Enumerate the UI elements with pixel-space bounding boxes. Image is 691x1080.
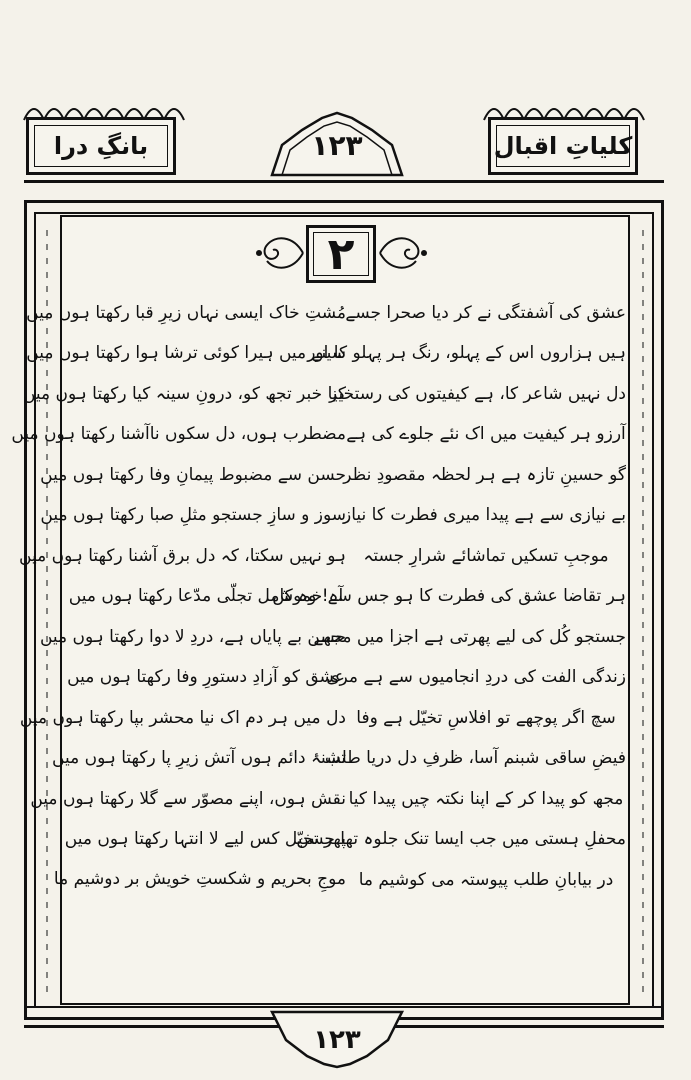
first-misra: جستجو کُل کی لیے پھرتی ہے اجزا میں مجھے [313, 626, 626, 647]
second-misra: پھر تخیّل کس لیے لا انتہا رکھتا ہوں میں [64, 829, 346, 850]
first-misra: دل نہیں شاعر کا، ہے کیفیتوں کی رستخیز [329, 383, 626, 404]
second-misra: ہو نہیں سکتا، کہ دل برق آشنا رکھتا ہوں میں [19, 545, 346, 566]
second-misra: سوز و سازِ جستجو مثلِ صبا رکھتا ہوں میں [40, 505, 346, 526]
first-misra: زندگی الفت کی دردِ انجامیوں سے ہے مری [326, 667, 626, 688]
couplet [66, 819, 626, 860]
section-title: بانگِ درا [53, 132, 149, 160]
couplet [19, 697, 626, 738]
couplet [30, 778, 626, 819]
second-misra: موجِ بحریم و شکستِ خویش بر دوشیم ما [53, 869, 346, 890]
bottom-page-number-medallion [262, 1010, 412, 1070]
first-misra: ہیں ہزاروں اس کے پہلو، رنگ ہر پہلو کا اور [307, 343, 626, 364]
left-flourish [255, 230, 305, 276]
second-misra: تشنۂ دائم ہوں آتش زیرِ پا رکھتا ہوں میں [52, 748, 346, 769]
page-number-bottom: ١٢٣ [313, 1025, 361, 1055]
poem-number: ٢ [327, 228, 355, 280]
first-misra: فیضِ ساقی شبنم آسا، ظرفِ دل دریا طلب [324, 747, 626, 768]
second-misra: نقش ہوں، اپنے مصوّر سے گلا رکھتا ہوں میں [30, 788, 346, 809]
book-title: کلیاتِ اقبال [493, 132, 633, 160]
book-title-box [488, 117, 638, 175]
first-misra: گو حسینِ تازہ ہے ہر لحظہ مقصودِ نظر [343, 464, 626, 485]
first-misra: آرزو ہر کیفیت میں اک نئے جلوے کی ہے [346, 424, 626, 445]
second-misra: حسن سے مضبوط پیمانِ وفا رکھتا ہوں میں [40, 464, 346, 485]
section-title-box [26, 117, 176, 175]
second-misra: دل میں ہر دم اک نیا محشر بپا رکھتا ہوں میں [19, 707, 346, 728]
couplet [19, 535, 626, 576]
first-misra: سچ اگر پوچھے تو افلاسِ تخیّل ہے وفا [356, 707, 616, 728]
first-misra: بے نیازی سے ہے پیدا میری فطرت کا نیاز [342, 505, 626, 526]
couplet [66, 657, 626, 698]
second-misra: کیا خبر تجھ کو، درونِ سینہ کیا رکھتا ہوں میں [22, 383, 346, 404]
couplet [26, 292, 626, 333]
first-misra: عشق کی آشفتگی نے کر دیا صحرا جسے [345, 302, 626, 323]
poem-number-box [306, 225, 376, 283]
first-misra: محفلِ ہستی میں جب ایسا تنک جلوہ تھا حسن [296, 829, 626, 850]
right-side-ornament [632, 230, 654, 1000]
couplet [40, 495, 626, 536]
poem-verses [11, 292, 626, 900]
second-misra: آہ! وہ کامل تجلّی مدّعا رکھتا ہوں میں [68, 586, 344, 607]
page-number-top: ١٢٣ [311, 128, 363, 162]
first-misra: ہر تقاضا عشق کی فطرت کا ہو جس سے خموش [272, 586, 626, 607]
first-misra: مجھ کو پیدا کر کے اپنا نکتہ چیں پیدا کیا [348, 788, 624, 809]
couplet [22, 373, 626, 414]
second-misra: حسن بے پایاں ہے، دردِ لا دوا رکھتا ہوں میں [39, 626, 346, 647]
couplet [66, 576, 626, 617]
second-misra: مضطرب ہوں، دل سکوں ناآشنا رکھتا ہوں میں [11, 424, 346, 445]
top-frame-band [24, 180, 664, 202]
second-misra: مُشتِ خاک ایسی نہاں زیرِ قبا رکھتا ہوں میں [26, 302, 346, 323]
right-flourish [378, 230, 428, 276]
couplet [26, 333, 626, 374]
couplet [52, 738, 626, 779]
first-misra: در بیابانِ طلب پیوستہ می کوشیم ما [358, 869, 614, 890]
second-misra: عشق کو آزادِ دستورِ وفا رکھتا ہوں میں [67, 667, 345, 688]
couplet [11, 414, 626, 455]
couplet [53, 859, 626, 900]
first-misra: موجبِ تسکیں تماشائے شرارِ جستہ [363, 545, 609, 566]
couplet [40, 454, 626, 495]
top-page-number-medallion [262, 110, 412, 180]
second-misra: سینے میں ہیرا کوئی ترشا ہوا رکھتا ہوں میں [26, 343, 346, 364]
couplet [39, 616, 626, 657]
